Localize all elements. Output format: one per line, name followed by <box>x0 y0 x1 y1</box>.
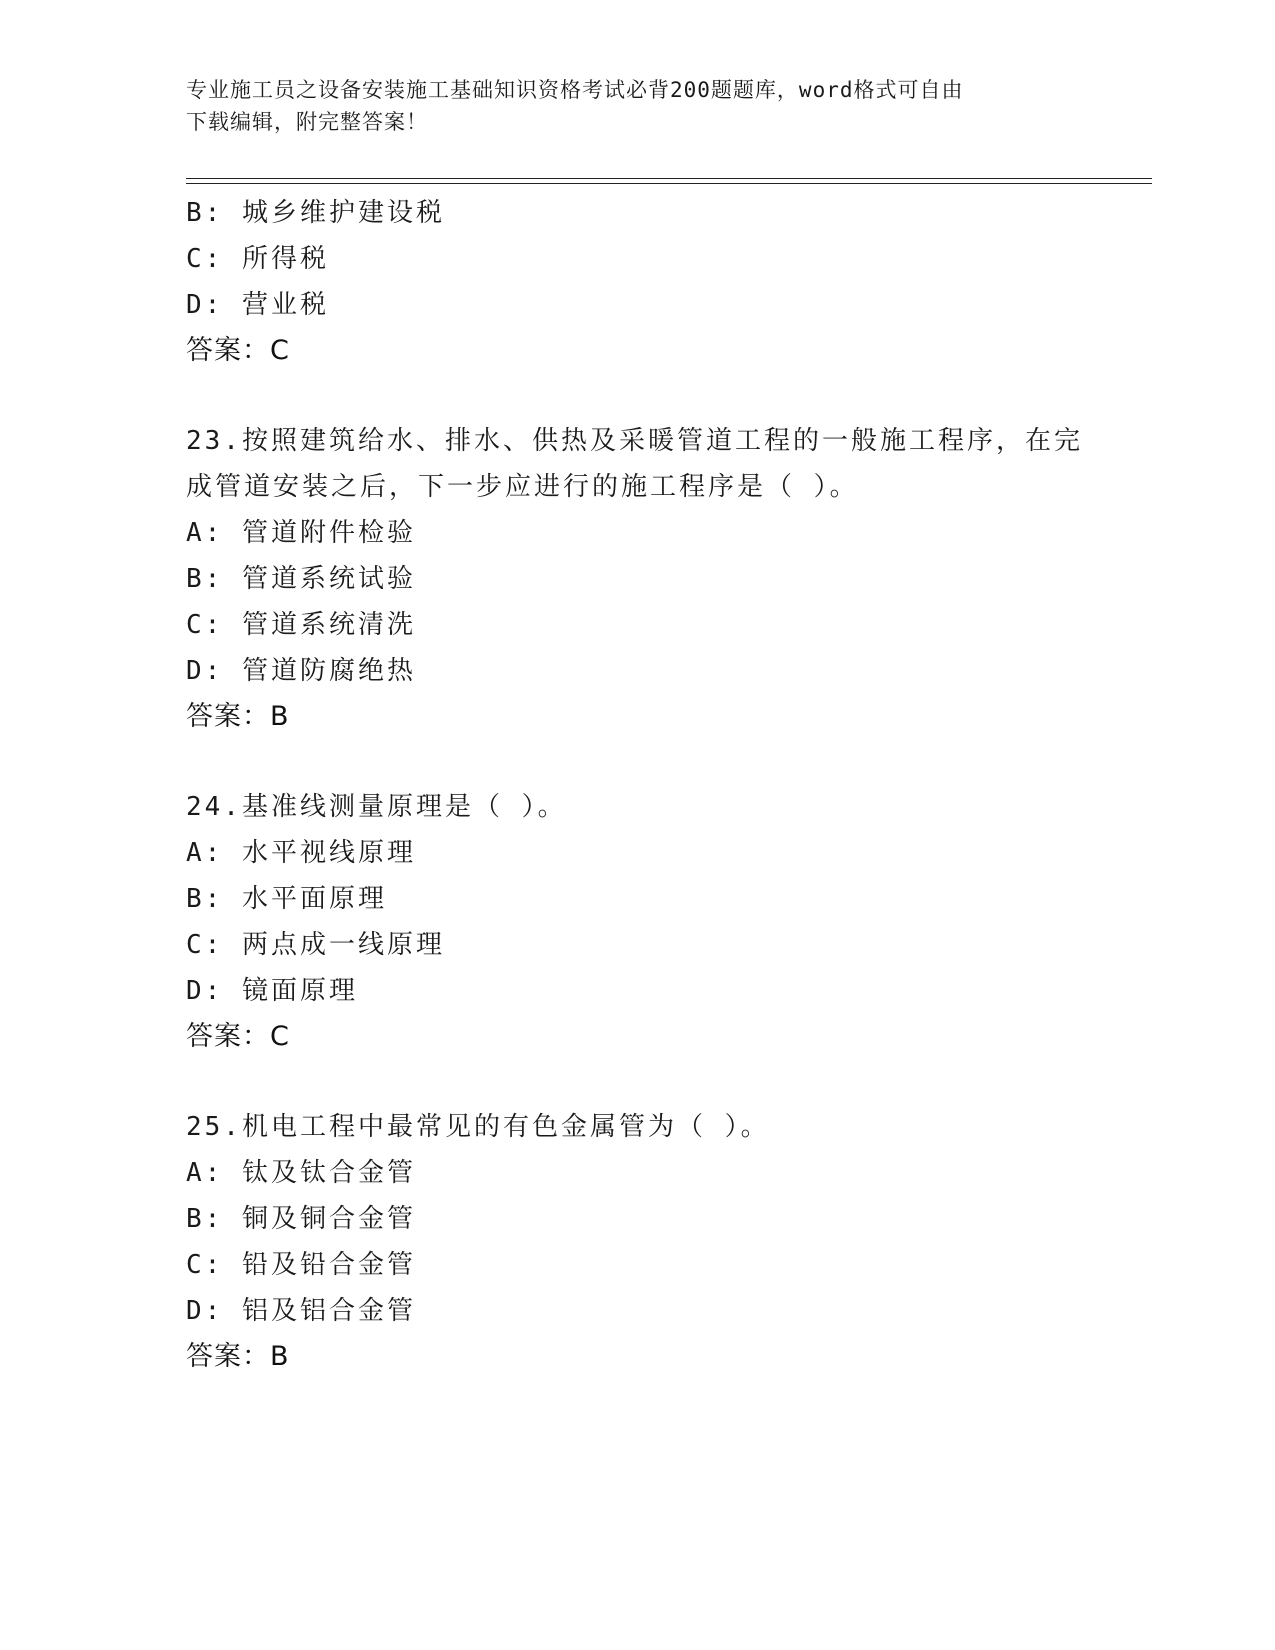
option-d: D: 铝及铝合金管 <box>186 1296 416 1326</box>
question-list <box>186 190 1086 1380</box>
option-b: B: 铜及铜合金管 <box>186 1204 416 1234</box>
question-stem-line-1: 25.机电工程中最常见的有色金属管为（ ）。 <box>186 1112 770 1142</box>
option-a: A: 钛及钛合金管 <box>186 1158 416 1188</box>
option-b: B: 城乡维护建设税 <box>186 198 445 228</box>
header-line-2: 下载编辑，附完整答案！ <box>186 110 428 134</box>
option-d: D: 管道防腐绝热 <box>186 656 416 686</box>
document-header <box>186 74 1066 138</box>
option-b: B: 管道系统试验 <box>186 564 416 594</box>
option-a: A: 水平视线原理 <box>186 838 416 868</box>
header-divider-top <box>186 178 1152 179</box>
answer-line: 答案：B <box>186 1341 290 1372</box>
question-24 <box>186 784 1086 1060</box>
option-c: C: 两点成一线原理 <box>186 930 445 960</box>
header-divider-bottom <box>186 183 1152 184</box>
option-c: C: 铅及铅合金管 <box>186 1250 416 1280</box>
answer-line: 答案：C <box>186 1021 290 1052</box>
option-d: D: 镜面原理 <box>186 976 358 1006</box>
answer-line: 答案：C <box>186 335 290 366</box>
header-line-1: 专业施工员之设备安装施工基础知识资格考试必背200题题库，word格式可自由 <box>186 78 964 102</box>
question-22-continued <box>186 190 1086 374</box>
question-23 <box>186 418 1086 740</box>
option-a: A: 管道附件检验 <box>186 518 416 548</box>
question-stem-line-1: 23.按照建筑给水、排水、供热及采暖管道工程的一般施工程序，在完 <box>186 426 1083 456</box>
question-stem-line-2: 成管道安装之后，下一步应进行的施工程序是（ ）。 <box>186 472 859 502</box>
option-c: C: 所得税 <box>186 244 329 274</box>
option-b: B: 水平面原理 <box>186 884 387 914</box>
answer-line: 答案：B <box>186 701 290 732</box>
option-d: D: 营业税 <box>186 290 329 320</box>
question-25 <box>186 1104 1086 1380</box>
option-c: C: 管道系统清洗 <box>186 610 416 640</box>
question-stem-line-1: 24.基准线测量原理是（ ）。 <box>186 792 567 822</box>
